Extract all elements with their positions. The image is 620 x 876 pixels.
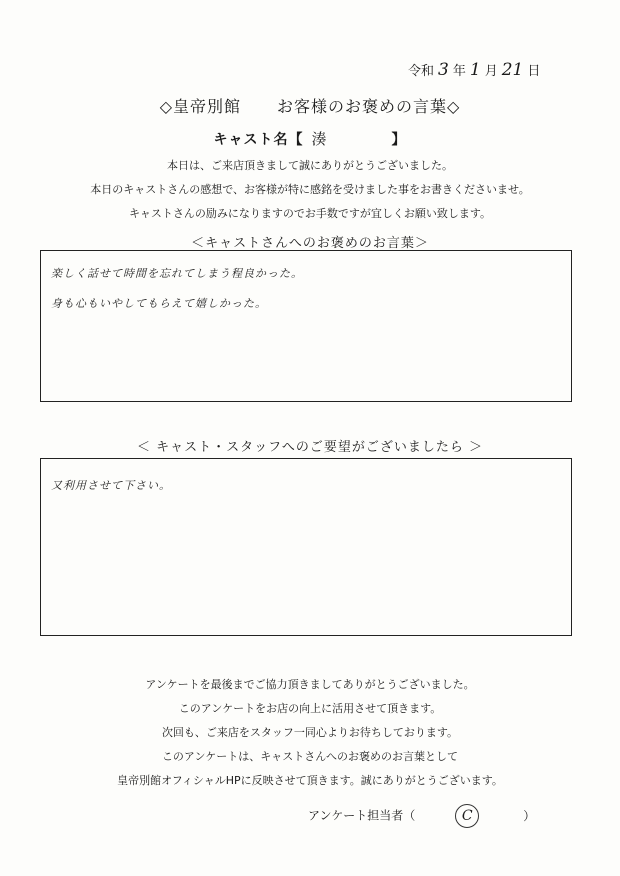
praise-line-1: 楽しく話せて時間を忘れてしまう程良かった。 <box>51 267 303 280</box>
outro-line-4: このアンケートは、キャストさんへのお褒めのお言葉として <box>161 750 459 763</box>
cast-name: 湊 <box>311 130 328 148</box>
praise-box <box>40 250 572 402</box>
title-venue: ◇皇帝別館 <box>159 97 241 116</box>
respondent-close: ） <box>523 808 536 823</box>
intro-line-2: 本日のキャストさんの感想で、お客様が特に感銘を受けました事をお書きくださいませ。 <box>90 183 530 196</box>
respondent-label: アンケート担当者（ <box>308 808 416 823</box>
outro-line-5: 皇帝別館オフィシャルHPに反映させて頂きます。誠にありがとうございます。 <box>117 774 503 787</box>
month-unit: 月 <box>484 64 498 79</box>
request-box <box>40 458 572 636</box>
respondent-line <box>308 804 535 828</box>
day-unit: 日 <box>527 64 541 79</box>
request-line-1: 又利用させて下さい。 <box>51 479 171 492</box>
praise-line-2: 身も心もいやしてもらえて嬉しかった。 <box>51 297 267 310</box>
cast-label-open: キャスト名【 <box>213 132 304 148</box>
cast-name-line <box>0 128 620 149</box>
date-line <box>408 60 540 80</box>
respondent-mark: C <box>455 804 479 828</box>
outro-line-3: 次回も、ご来店をスタッフ一同心よりお待ちしております。 <box>161 726 459 739</box>
year-unit: 年 <box>452 64 466 79</box>
era-label: 令和 <box>408 64 435 79</box>
intro-line-3: キャストさんの励みになりますのでお手数ですが宜しくお願い致します。 <box>128 207 492 220</box>
year-value: 3 <box>438 60 449 80</box>
outro-line-2: このアンケートをお店の向上に活用させて頂きます。 <box>178 702 442 715</box>
month-value: 1 <box>469 60 481 80</box>
title-subject: お客様のお褒めの言葉◇ <box>277 97 461 116</box>
cast-label-close: 】 <box>391 132 407 148</box>
intro-line-1: 本日は、ご来店頂きまして誠にありがとうございました。 <box>167 159 453 172</box>
outro-line-1: アンケートを最後までご協力頂きましてありがとうございました。 <box>145 678 475 691</box>
page-title <box>0 94 620 117</box>
request-heading: ＜ キャスト・スタッフへのご要望がございましたら ＞ <box>136 440 483 455</box>
day-value: 21 <box>501 60 524 80</box>
praise-heading: ＜キャストさんへのお褒めのお言葉＞ <box>191 236 429 251</box>
